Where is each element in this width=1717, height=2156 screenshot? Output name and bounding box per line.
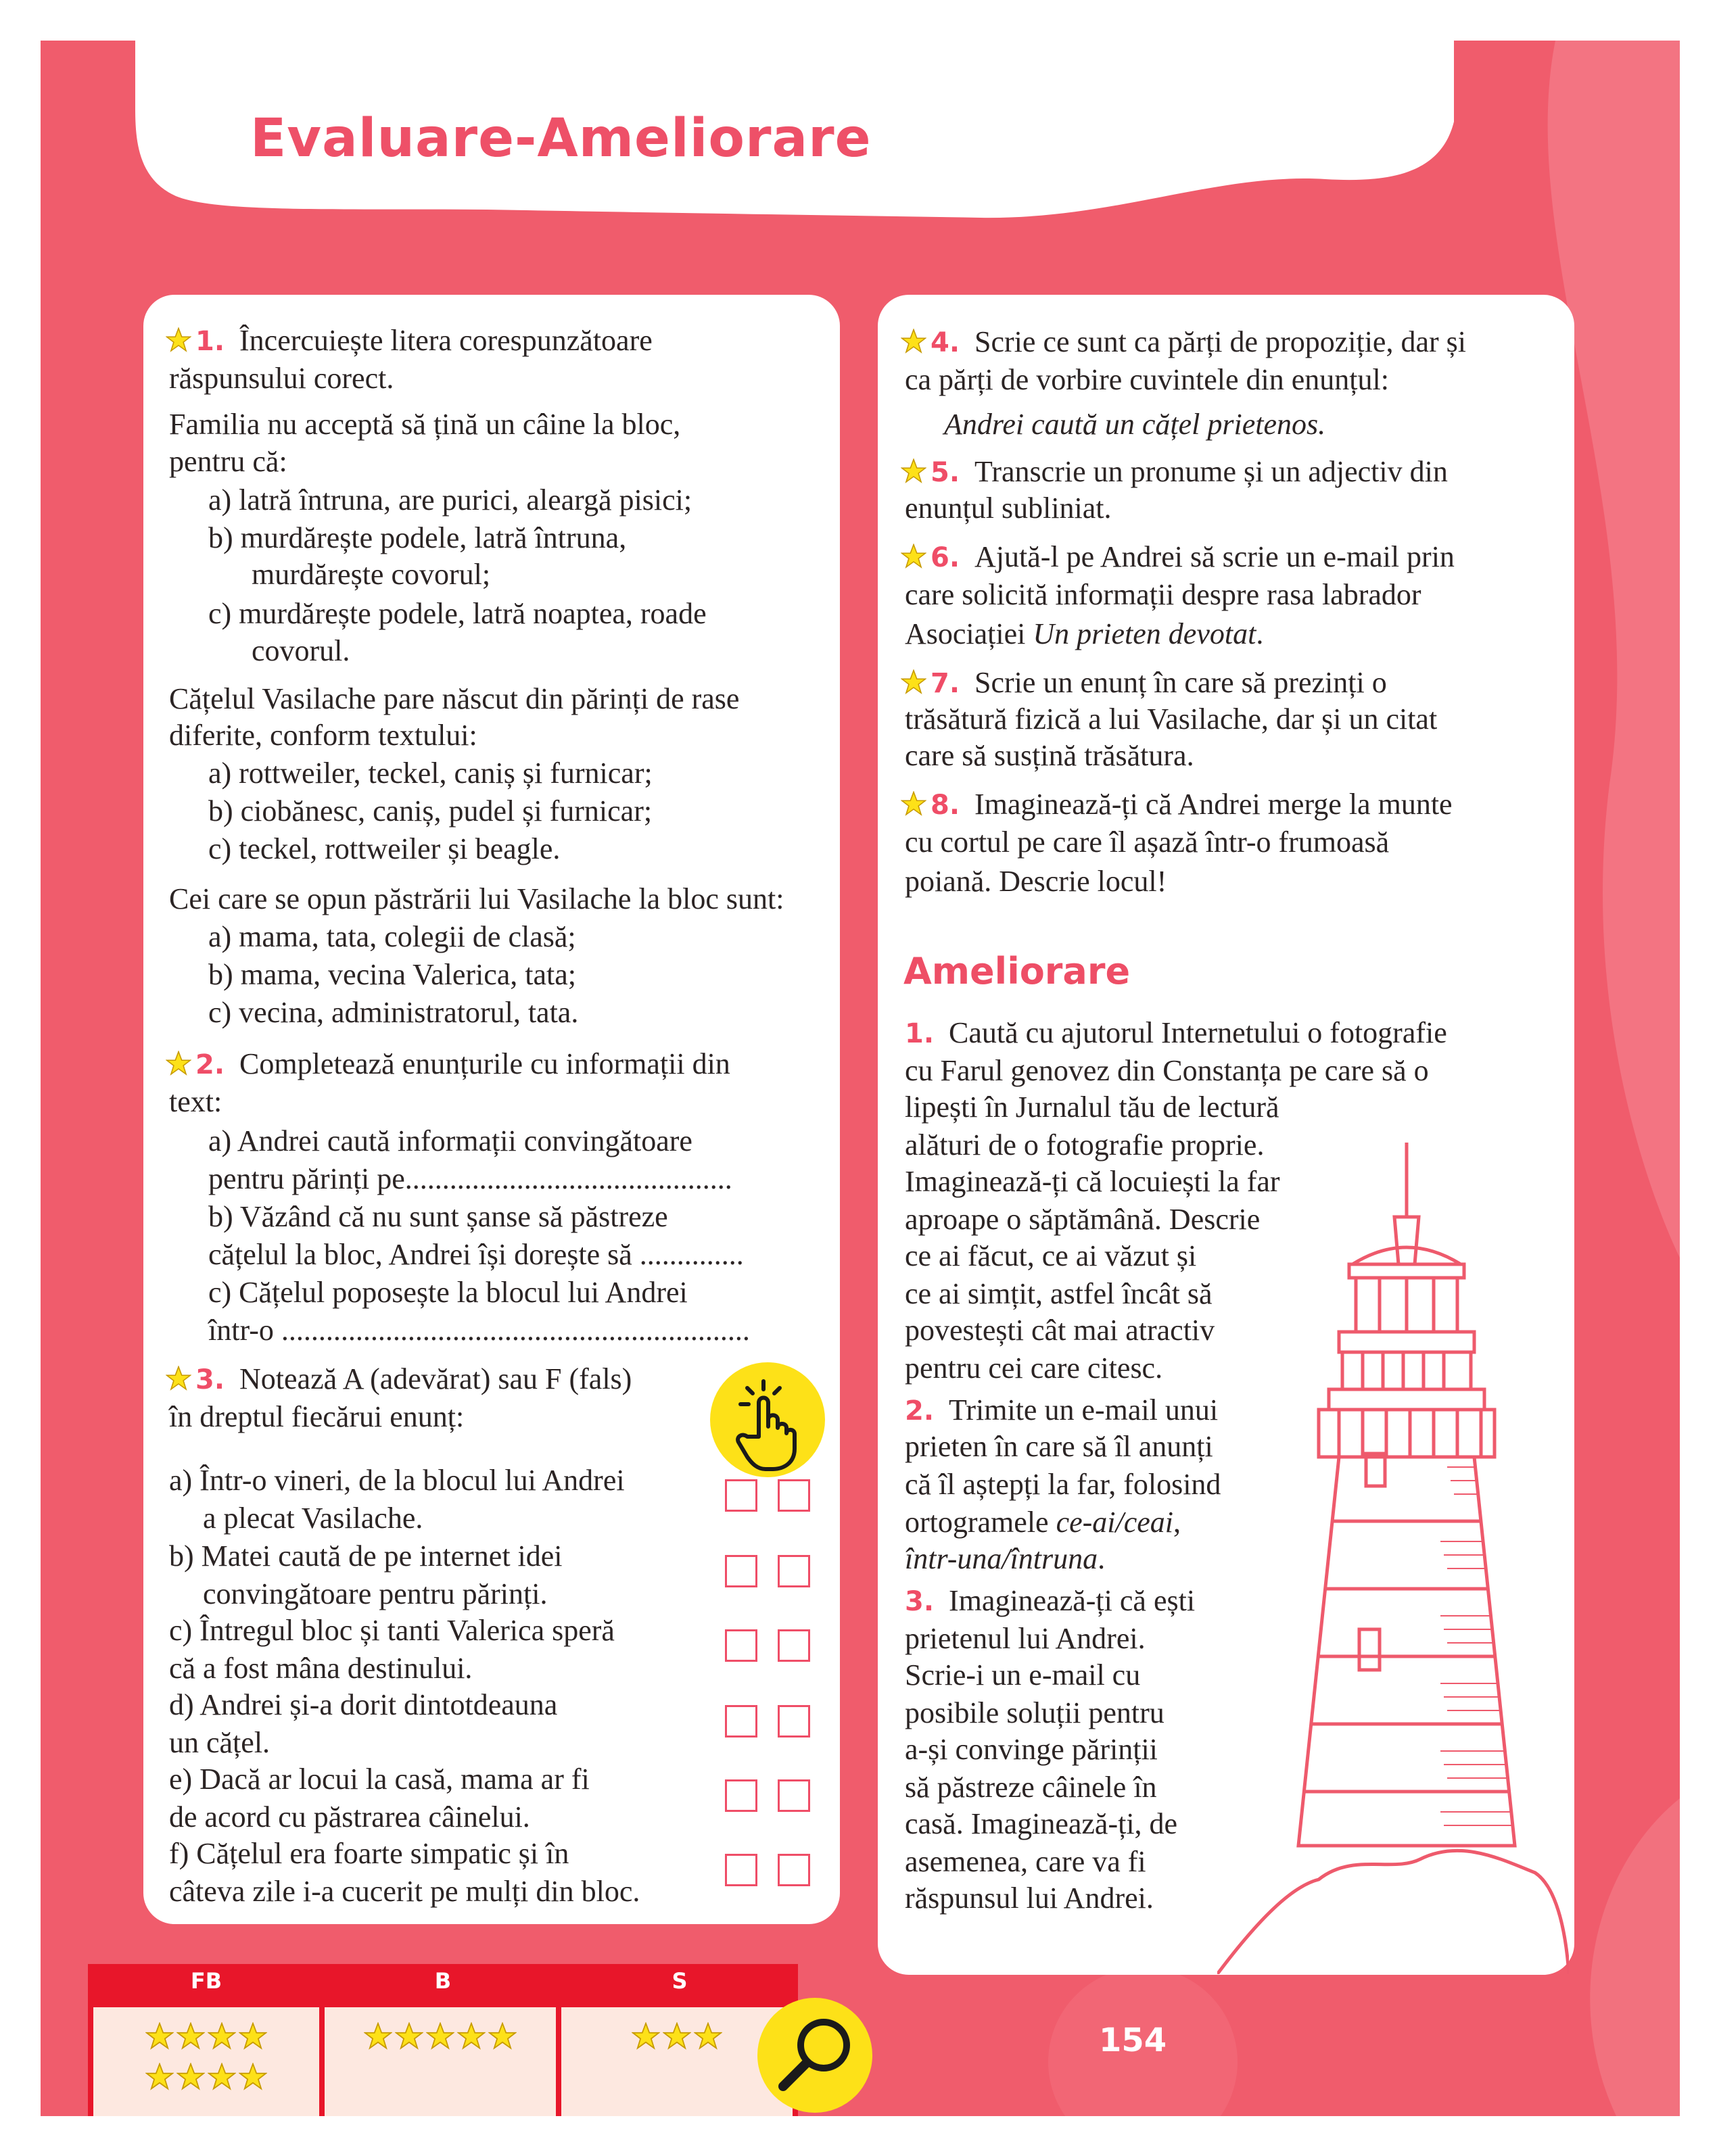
rating-star-icon <box>632 2022 660 2051</box>
page-number: 154 <box>1099 2021 1167 2059</box>
rating-star-icon <box>145 2022 174 2051</box>
question-7 <box>901 664 1387 702</box>
question-4 <box>901 323 1466 362</box>
item-text: a-și convinge părinții <box>905 1733 1158 1766</box>
fill-in-blank[interactable]: cățelul la bloc, Andrei își dorește să .............. <box>208 1238 744 1271</box>
grade-header-fb: FB <box>190 1968 222 1994</box>
item-number: 2. <box>905 1395 935 1427</box>
answer-option[interactable]: a) mama, tata, colegii de clasă; <box>208 920 576 953</box>
item-text: pentru cei care citesc. <box>905 1351 1163 1385</box>
question-1 <box>166 322 653 360</box>
question-stem: Cei care se opun păstrării lui Vasilache la bloc sunt: <box>169 882 784 915</box>
question-number: 3. <box>195 1364 225 1395</box>
item-text: prieten în care să îl anunți <box>905 1430 1213 1463</box>
rating-star-icon <box>145 2063 174 2091</box>
question-stem: pentru că: <box>169 445 287 478</box>
item-number: 3. <box>905 1586 935 1617</box>
answer-box-a[interactable] <box>725 1555 757 1587</box>
question-number: 8. <box>931 790 960 821</box>
star-icon <box>901 791 926 817</box>
answer-box-a[interactable] <box>725 1479 757 1512</box>
answer-option[interactable]: c) teckel, rottweiler și beagle. <box>208 832 561 865</box>
rating-star-icon <box>177 2063 205 2091</box>
ameliorare-item-2 <box>905 1391 1218 1430</box>
true-false-statement-cont: că a fost mâna destinului. <box>169 1652 473 1685</box>
question-number: 6. <box>931 542 960 573</box>
question-text: enunțul subliniat. <box>905 492 1112 525</box>
grade-cell-b <box>325 2007 556 2116</box>
item-text: prietenul lui Andrei. <box>905 1622 1146 1655</box>
ameliorare-heading: Ameliorare <box>903 950 1131 992</box>
true-false-statement-cont: câteva zile i-a cucerit pe mulți din bloc. <box>169 1875 640 1908</box>
question-text-part: Asociației <box>905 617 1033 650</box>
answer-box-f[interactable] <box>778 1629 810 1662</box>
true-false-statement: b) Matei caută de pe internet idei <box>169 1539 563 1573</box>
answer-option[interactable]: b) murdărește podele, latră întruna, <box>208 521 627 554</box>
question-number: 5. <box>931 457 960 488</box>
star-icon <box>166 1366 191 1391</box>
star-row <box>93 2063 319 2091</box>
spelling-pair: într-una/întruna <box>905 1542 1098 1575</box>
question-text: Transcrie un pronume și un adjectiv din <box>974 455 1448 488</box>
item-number: 1. <box>905 1018 935 1049</box>
item-text: Scrie-i un e-mail cu <box>905 1658 1141 1692</box>
ameliorare-item-1 <box>905 1014 1447 1053</box>
question-text: cu cortul pe care îl așază într-o frumoasă <box>905 825 1390 859</box>
star-icon <box>901 458 926 484</box>
magnifier-icon[interactable] <box>757 1998 872 2113</box>
item-text: casă. Imaginează-ți, de <box>905 1807 1178 1840</box>
question-text: text: <box>169 1085 222 1118</box>
rating-star-icon <box>395 2022 423 2051</box>
true-false-statement-cont: de acord cu păstrarea câinelui. <box>169 1800 530 1834</box>
answer-option[interactable]: c) vecina, administratorul, tata. <box>208 996 579 1029</box>
answer-box-f[interactable] <box>778 1854 810 1886</box>
example-sentence: Andrei caută un cățel prietenos. <box>944 408 1326 441</box>
answer-box-a[interactable] <box>725 1629 757 1662</box>
question-stem: Cățelul Vasilache pare născut din părinți de rase <box>169 682 740 715</box>
question-number: 1. <box>195 326 225 357</box>
question-stem: Familia nu acceptă să țină un câine la bloc, <box>169 408 681 441</box>
fill-in-item: b) Văzând că nu sunt șanse să păstreze <box>208 1200 668 1233</box>
grade-header-b: B <box>434 1968 452 1994</box>
rating-star-icon <box>364 2022 392 2051</box>
question-2 <box>166 1045 730 1084</box>
answer-box-f[interactable] <box>778 1705 810 1738</box>
star-icon <box>166 1051 191 1076</box>
question-text <box>905 615 1263 652</box>
item-text: Trimite un e-mail unui <box>949 1393 1219 1427</box>
true-false-statement: e) Dacă ar locui la casă, mama ar fi <box>169 1763 590 1796</box>
answer-box-a[interactable] <box>725 1854 757 1886</box>
answer-box-f[interactable] <box>778 1555 810 1587</box>
fill-in-blank[interactable]: într-o ............................................................... <box>208 1314 750 1347</box>
item-text-part: ortogramele <box>905 1506 1056 1539</box>
star-icon <box>901 544 926 569</box>
answer-box-f[interactable] <box>778 1779 810 1812</box>
answer-box-a[interactable] <box>725 1779 757 1812</box>
star-icon <box>901 669 926 695</box>
item-text: cu Farul genovez din Constanța pe care să o <box>905 1054 1429 1087</box>
spelling-pair: ce-ai/ceai <box>1056 1506 1174 1539</box>
question-number: 7. <box>931 668 960 699</box>
question-3 <box>166 1360 632 1399</box>
question-text: trăsătură fizică a lui Vasilache, dar și un citat <box>905 702 1438 736</box>
true-false-statement: d) Andrei și-a dorit dintotdeauna <box>169 1688 558 1721</box>
star-row <box>93 2022 319 2051</box>
item-text: răspunsul lui Andrei. <box>905 1882 1154 1915</box>
question-text: în dreptul fiecărui enunț: <box>169 1400 465 1433</box>
question-text: ca părți de vorbire cuvintele din enunțul: <box>905 363 1389 396</box>
item-text: posibile soluții pentru <box>905 1696 1165 1729</box>
item-text: Imaginează-ți că ești <box>949 1584 1196 1617</box>
item-text: ce ai făcut, ce ai văzut și <box>905 1239 1197 1272</box>
item-text <box>905 1540 1105 1577</box>
question-text: Imaginează-ți că Andrei merge la munte <box>974 788 1453 821</box>
item-text: lipești în Jurnalul tău de lectură <box>905 1091 1279 1124</box>
item-text: Caută cu ajutorul Internetului o fotografie <box>949 1016 1447 1049</box>
answer-box-f[interactable] <box>778 1479 810 1512</box>
question-stem: diferite, conform textului: <box>169 719 477 752</box>
tap-hand-icon <box>710 1362 825 1477</box>
fill-in-item: a) Andrei caută informații convingătoare <box>208 1124 692 1157</box>
question-text: care să susțină trăsătura. <box>905 739 1194 772</box>
question-text: Ajută-l pe Andrei să scrie un e-mail prin <box>974 540 1455 573</box>
answer-option[interactable]: b) ciobănesc, caniș, pudel și furnicar; <box>208 794 653 828</box>
true-false-statement-cont: un cățel. <box>169 1726 271 1759</box>
answer-option[interactable]: a) rottweiler, teckel, caniș și furnicar; <box>208 757 653 790</box>
question-text: Scrie un enunț în care să prezinți o <box>974 666 1387 699</box>
item-text: aproape o săptămână. Descrie <box>905 1203 1261 1236</box>
answer-option[interactable]: a) latră întruna, are purici, aleargă pisici; <box>208 483 692 517</box>
punctuation: . <box>1098 1542 1106 1575</box>
true-false-statement-cont: a plecat Vasilache. <box>203 1502 423 1535</box>
rating-star-icon <box>426 2022 454 2051</box>
rating-star-icon <box>488 2022 517 2051</box>
rating-star-icon <box>663 2022 691 2051</box>
answer-option[interactable]: c) murdărește podele, latră noaptea, roade <box>208 597 707 630</box>
star-row <box>325 2022 556 2051</box>
question-6 <box>901 538 1455 577</box>
fill-in-blank[interactable]: pentru părinți pe............................................ <box>208 1162 732 1195</box>
page-title: Evaluare-Ameliorare <box>250 108 872 169</box>
item-text: alături de o fotografie proprie. <box>905 1128 1265 1161</box>
grade-cell-fb <box>93 2007 319 2116</box>
rating-star-icon <box>694 2022 722 2051</box>
rating-star-icon <box>208 2022 236 2051</box>
question-text: Scrie ce sunt ca părți de propoziție, dar și <box>974 325 1466 358</box>
question-text: care solicită informații despre rasa labrador <box>905 578 1421 611</box>
grade-header-s: S <box>672 1968 688 1994</box>
answer-box-a[interactable] <box>725 1705 757 1738</box>
question-number: 4. <box>931 327 960 358</box>
rating-star-icon <box>177 2022 205 2051</box>
true-false-statement: c) Întregul bloc și tanti Valerica speră <box>169 1614 615 1647</box>
item-text: povestești cât mai atractiv <box>905 1314 1215 1347</box>
lighthouse-illustration <box>1217 1143 1569 1974</box>
ameliorare-item-3 <box>905 1582 1195 1621</box>
fill-in-item: c) Cățelul poposește la blocul lui Andrei <box>208 1276 688 1309</box>
question-text: Completează enunțurile cu informații din <box>239 1047 730 1080</box>
grading-table <box>88 1964 798 2116</box>
question-text: Notează A (adevărat) sau F (fals) <box>239 1362 632 1395</box>
star-icon <box>166 327 191 353</box>
rating-star-icon <box>208 2063 236 2091</box>
association-name: Un prieten devotat <box>1033 617 1256 650</box>
answer-option[interactable]: b) mama, vecina Valerica, tata; <box>208 958 577 991</box>
item-text: Imaginează-ți că locuiești la far <box>905 1165 1280 1198</box>
star-icon <box>901 329 926 354</box>
answer-option-cont: murdărește covorul; <box>252 558 491 591</box>
item-text <box>905 1504 1181 1541</box>
item-text: ce ai simțit, astfel încât să <box>905 1277 1213 1310</box>
question-text: răspunsului corect. <box>169 362 394 395</box>
rating-star-icon <box>239 2022 267 2051</box>
rating-star-icon <box>239 2063 267 2091</box>
item-text: că îl aștepți la far, folosind <box>905 1468 1221 1501</box>
punctuation: , <box>1173 1506 1181 1539</box>
item-text: asemenea, care va fi <box>905 1845 1146 1878</box>
rating-star-icon <box>457 2022 486 2051</box>
punctuation: . <box>1256 617 1264 650</box>
question-8 <box>901 786 1453 824</box>
question-text: poiană. Descrie locul! <box>905 865 1167 898</box>
answer-option-cont: covorul. <box>252 634 350 667</box>
item-text: să păstreze câinele în <box>905 1771 1157 1804</box>
question-number: 2. <box>195 1049 225 1080</box>
true-false-statement-cont: convingătoare pentru părinți. <box>203 1577 548 1610</box>
true-false-statement: a) Într-o vineri, de la blocul lui Andrei <box>169 1464 625 1497</box>
question-text: Încercuiește litera corespunzătoare <box>239 324 653 357</box>
question-5 <box>901 453 1448 492</box>
true-false-statement: f) Cățelul era foarte simpatic și în <box>169 1837 569 1870</box>
